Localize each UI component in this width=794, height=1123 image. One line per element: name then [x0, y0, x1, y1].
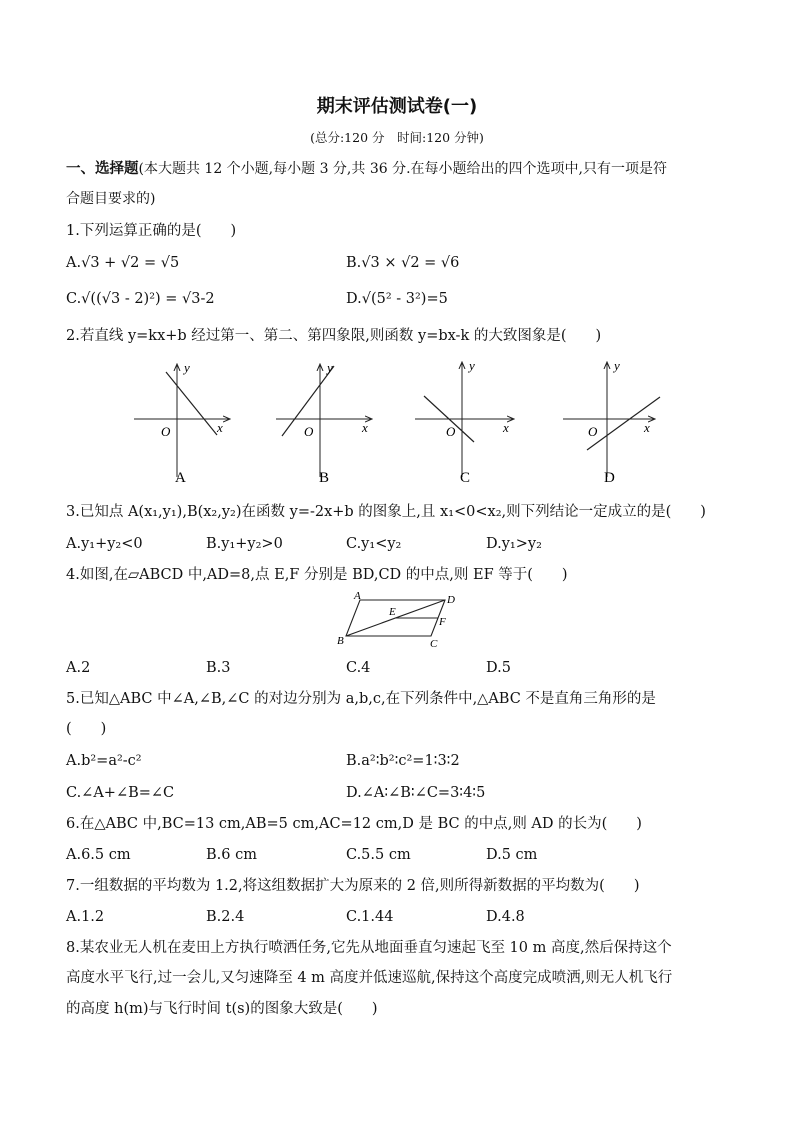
- q6-option-d: D.5 cm: [486, 847, 538, 863]
- q4-point-e: E: [389, 606, 396, 618]
- q2-graphs-figure: [120, 352, 680, 490]
- section-heading-label: 一、选择题: [66, 161, 139, 177]
- q5-stem-line1: 5.已知△ABC 中∠A,∠B,∠C 的对边分别为 a,b,c,在下列条件中,△ABC 不是直角三角形的是: [66, 691, 656, 707]
- q2-b-origin: O: [304, 424, 314, 439]
- q6-option-b: B.6 cm: [206, 847, 257, 863]
- q7-option-d: D.4.8: [486, 909, 525, 925]
- q7-option-a: A.1.2: [66, 909, 105, 925]
- q2-a-x-label: x: [217, 420, 223, 435]
- q4-vertex-a: A: [354, 590, 361, 602]
- q4-vertex-b: B: [337, 635, 344, 647]
- q8-stem-line2: 高度水平飞行,过一会儿,又匀速降至 4 m 高度并低速巡航,保持这个高度完成喷洒,则无人机飞行: [66, 970, 673, 986]
- q5-option-a: A.b²=a²-c²: [66, 753, 142, 769]
- q4-vertex-d: D: [447, 594, 455, 606]
- q3-option-b: B.y₁+y₂>0: [206, 536, 283, 552]
- q2-graph-a-label: A: [175, 470, 186, 486]
- q2-d-y-label: y: [614, 358, 620, 373]
- q3-stem: 3.已知点 A(x₁,y₁),B(x₂,y₂)在函数 y=-2x+b 的图象上,且 x₁<0<x₂,则下列结论一定成立的是( ): [66, 504, 706, 520]
- q4-option-c: C.4: [346, 660, 371, 676]
- q1-option-d: D.√(5² - 3²)=5: [346, 291, 448, 307]
- q1-option-c: C.√((√3 - 2)²) = √3-2: [66, 291, 215, 307]
- q6-stem: 6.在△ABC 中,BC=13 cm,AB=5 cm,AC=12 cm,D 是 BC 的中点,则 AD 的长为( ): [66, 816, 642, 832]
- q1-option-a: A.√3 + √2 = √5: [66, 255, 180, 271]
- q2-graph-c-label: C: [460, 470, 471, 486]
- q2-d-origin: O: [588, 424, 598, 439]
- q7-option-c: C.1.44: [346, 909, 394, 925]
- q7-stem: 7.一组数据的平均数为 1.2,将这组数据扩大为原来的 2 倍,则所得新数据的平均数为( ): [66, 878, 640, 894]
- q5-stem-line2: ( ): [66, 721, 107, 737]
- q4-stem: 4.如图,在▱ABCD 中,AD=8,点 E,F 分别是 BD,CD 的中点,则 EF 等于( ): [66, 567, 568, 583]
- q5-option-b: B.a²∶b²∶c²=1∶3∶2: [346, 753, 460, 769]
- q5-option-d: D.∠A∶∠B∶∠C=3∶4∶5: [346, 785, 486, 801]
- q8-stem-line3: 的高度 h(m)与飞行时间 t(s)的图象大致是( ): [66, 1001, 378, 1017]
- q3-option-c: C.y₁<y₂: [346, 536, 402, 552]
- q2-graph-d: [563, 358, 660, 486]
- q7-option-b: B.2.4: [206, 909, 245, 925]
- q4-option-d: D.5: [486, 660, 511, 676]
- section-description-line1: (本大题共 12 个小题,每小题 3 分,共 36 分.在每小题给出的四个选项中,只有一项是符: [138, 161, 667, 177]
- q2-graph-a: [134, 360, 230, 486]
- q2-c-y-label: y: [469, 358, 475, 373]
- q2-graph-b: [276, 360, 372, 486]
- q2-b-y-label: y: [327, 360, 333, 375]
- q2-graph-d-label: D: [604, 470, 615, 486]
- q1-option-b: B.√3 × √2 = √6: [346, 255, 460, 271]
- q1-stem: 1.下列运算正确的是( ): [66, 223, 237, 239]
- q6-option-c: C.5.5 cm: [346, 847, 411, 863]
- q2-a-origin: O: [161, 424, 171, 439]
- q3-option-a: A.y₁+y₂<0: [66, 536, 143, 552]
- q2-graph-b-label: B: [319, 470, 330, 486]
- q2-d-x-label: x: [644, 420, 650, 435]
- q2-c-origin: O: [446, 424, 456, 439]
- q2-stem: 2.若直线 y=kx+b 经过第一、第二、第四象限,则函数 y=bx-k 的大致图象是( ): [66, 328, 602, 344]
- q2-graph-c: [415, 358, 514, 486]
- q2-b-x-label: x: [362, 420, 368, 435]
- section-description-line2: 合题目要求的): [66, 191, 156, 207]
- q2-c-x-label: x: [503, 420, 509, 435]
- q2-a-y-label: y: [184, 360, 190, 375]
- section-heading: [66, 159, 667, 179]
- q5-option-c: C.∠A+∠B=∠C: [66, 785, 175, 801]
- q8-stem-line1: 8.某农业无人机在麦田上方执行喷洒任务,它先从地面垂直匀速起飞至 10 m 高度,然后保持这个: [66, 940, 672, 956]
- page-title: 期末评估测试卷(一): [316, 96, 478, 117]
- q4-parallelogram-figure: [334, 588, 464, 652]
- q6-option-a: A.6.5 cm: [66, 847, 131, 863]
- q4-vertex-c: C: [430, 638, 438, 650]
- q4-option-a: A.2: [66, 660, 91, 676]
- page-subtitle: (总分:120 分 时间:120 分钟): [310, 130, 484, 145]
- q4-option-b: B.3: [206, 660, 231, 676]
- q4-point-f: F: [439, 616, 446, 628]
- q3-option-d: D.y₁>y₂: [486, 536, 542, 552]
